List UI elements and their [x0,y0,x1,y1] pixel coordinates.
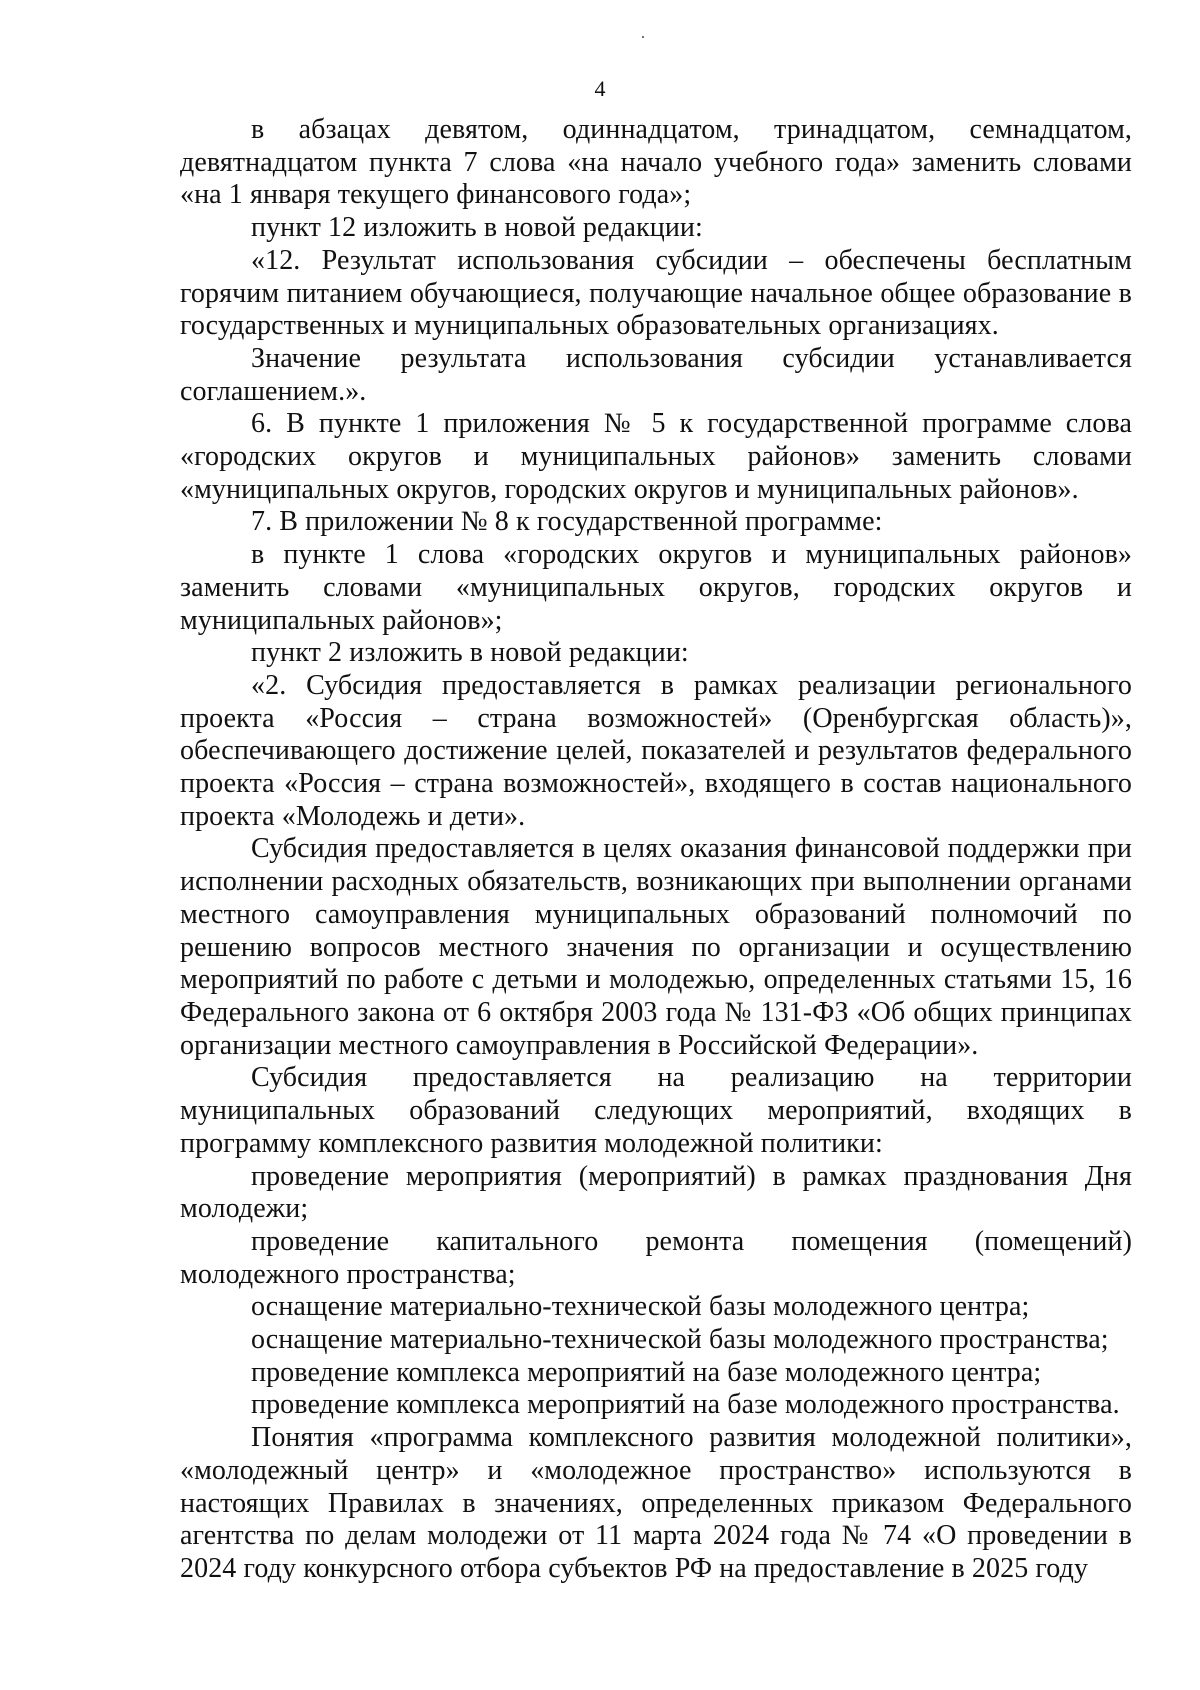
paragraph: проведение капитального ремонта помещения (помещений) молодежного пространства; [180,1225,1132,1290]
paragraph: «12. Результат использования субсидии – обеспечены бесплатным горячим питанием обучающиеся, получающие начальное общее образование в государственных и муниципальных образовательных организациях. [180,244,1132,342]
paragraph: пункт 12 изложить в новой редакции: [251,212,703,244]
paragraph: пункт 2 изложить в новой редакции: [251,637,689,669]
paragraph: «2. Субсидия предоставляется в рамках реализации регионального проекта «Россия – страна возможностей» (Оренбургская область)», обеспечивающего достижение целей, показателей и результатов федерального проекта «Россия – страна возможностей», входящего в состав национального проекта «Молодежь и дети». [180,669,1132,832]
document-body [180,114,1132,1586]
paragraph: Субсидия предоставляется на реализацию на территории муниципальных образований следующих мероприятий, входящих в программу комплексного развития молодежной политики: [180,1062,1132,1159]
paragraph: Субсидия предоставляется в целях оказания финансовой поддержки при исполнении расходных обязательств, возникающих при выполнении органами местного самоуправления муниципальных образований полномочий по решению вопросов местного значения по организации и осуществлению мероприятий по работе с детьми и молодежью, определенных статьями 15, 16 Федерального закона от 6 октября 2003 года № 131-ФЗ «Об общих принципах организации местного самоуправления в Российской Федерации». [180,833,1132,1061]
paragraph: в пункте 1 слова «городских округов и муниципальных районов» заменить словами «муниципальных округов, городских округов и муниципальных районов»; [180,539,1132,636]
paragraph: оснащение материально-технической базы молодежного пространства; [251,1324,1109,1356]
paragraph: проведение комплекса мероприятий на базе молодежного пространства. [251,1389,1120,1421]
paragraph: оснащение материально-технической базы молодежного центра; [251,1291,1030,1323]
paragraph: в абзацах девятом, одиннадцатом, тринадцатом, семнадцатом, девятнадцатом пункта 7 слова «на начало учебного года» заменить словами «на 1 января текущего финансового года»; [180,114,1132,211]
paragraph: проведение мероприятия (мероприятий) в рамках празднования Дня молодежи; [180,1160,1132,1225]
paragraph: 6. В пункте 1 приложения № 5 к государственной программе слова «городских округов и муниципальных районов» заменить словами «муниципальных округов, городских округов и муниципальных районов». [180,408,1132,505]
paragraph: Значение результата использования субсидии устанавливается соглашением.». [180,342,1132,407]
paragraph: Понятия «программа комплексного развития молодежной политики», «молодежный центр» и «молодежное пространство» используются в настоящих Правилах в значениях, определенных приказом Федерального агентства по делам молодежи от 11 марта 2024 года № 74 «О проведении в 2024 году конкурсного отбора субъектов РФ на предоставление в 2025 году [180,1422,1132,1584]
page-number: 4 [594,76,606,101]
paragraph: проведение комплекса мероприятий на базе молодежного центра; [251,1356,1042,1388]
scan-speck [642,36,644,38]
paragraph: 7. В приложении № 8 к государственной программе: [251,506,883,538]
